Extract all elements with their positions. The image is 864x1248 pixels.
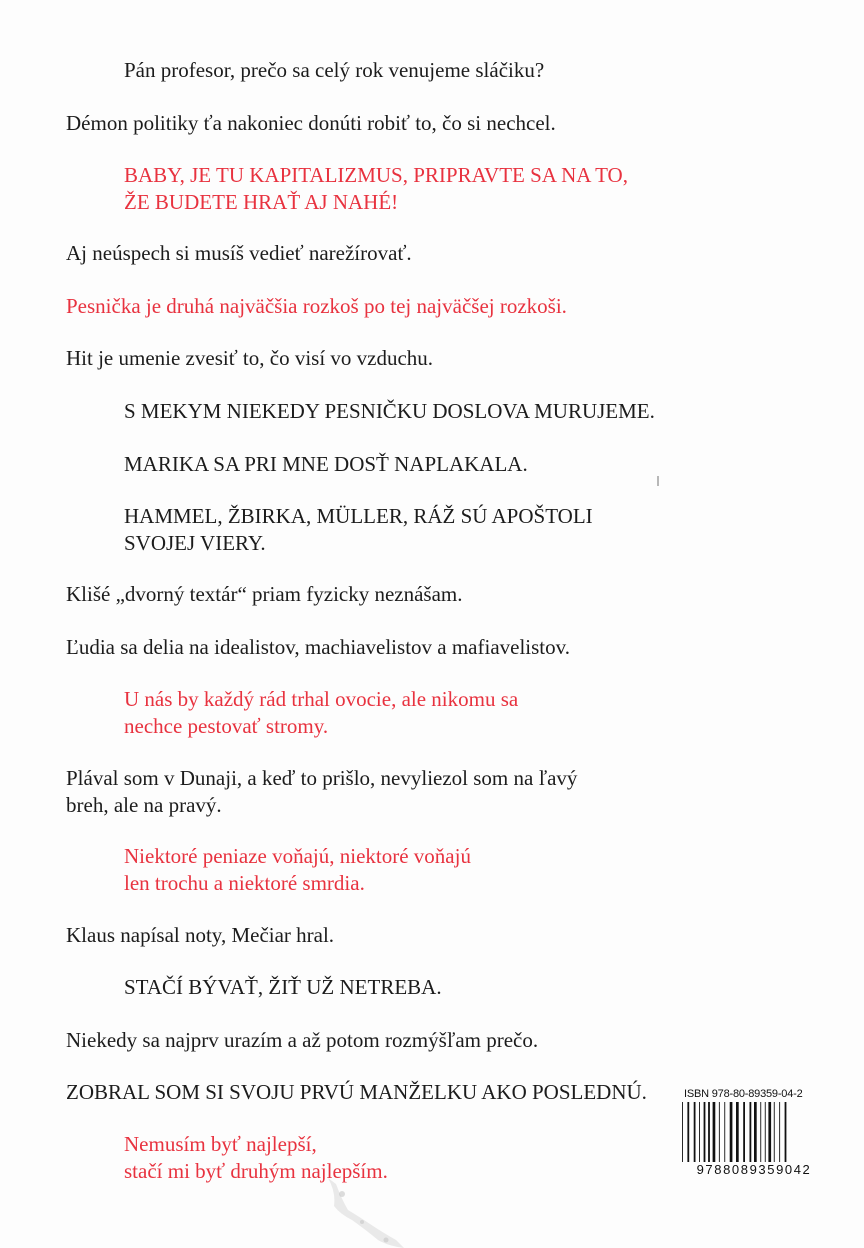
quote-4 — [66, 240, 412, 267]
quote-18 — [66, 1079, 647, 1106]
quote-line: Klaus napísal noty, Mečiar hral. — [66, 923, 335, 947]
quote-line: Niekedy sa najprv urazím a až potom rozmýšľam prečo. — [66, 1028, 539, 1052]
isbn-barcode-block — [680, 1088, 828, 1188]
quote-10 — [66, 581, 463, 608]
quote-line: Pesnička je druhá najväčšia rozkoš po tej najväčšej rozkoši. — [66, 294, 567, 318]
quote-line: len trochu a niektoré smrdia. — [124, 871, 365, 895]
quote-line: SVOJEJ VIERY. — [124, 531, 266, 555]
quote-8 — [124, 451, 528, 478]
quote-line: U nás by každý rád trhal ovocie, ale nikomu sa — [124, 687, 519, 711]
quote-11 — [66, 634, 570, 661]
quote-line: MARIKA SA PRI MNE DOSŤ NAPLAKALA. — [124, 452, 528, 476]
quote-6 — [66, 345, 433, 372]
quote-line: Klišé „dvorný textár“ priam fyzicky neznášam. — [66, 582, 463, 606]
quote-5 — [66, 293, 567, 320]
paper-speck — [657, 476, 659, 486]
isbn-label: ISBN 978-80-89359-04-2 — [684, 1088, 803, 1100]
quote-9 — [124, 503, 593, 557]
quote-line: Pán profesor, prečo sa celý rok venujeme sláčiku? — [124, 58, 545, 82]
quote-14 — [124, 843, 471, 897]
quote-line: HAMMEL, ŽBIRKA, MÜLLER, RÁŽ SÚ APOŠTOLI — [124, 504, 593, 528]
quote-line: nechce pestovať stromy. — [124, 714, 329, 738]
quote-line: Niektoré peniaze voňajú, niektoré voňajú — [124, 844, 471, 868]
quote-line: Nemusím byť najlepší, — [124, 1132, 317, 1156]
paper-smudge — [322, 1170, 412, 1248]
quote-3 — [124, 162, 628, 216]
quote-line: S MEKYM NIEKEDY PESNIČKU DOSLOVA MURUJEME. — [124, 399, 655, 423]
quote-line: Démon politiky ťa nakoniec donúti robiť to, čo si nechcel. — [66, 111, 556, 135]
quote-line: BABY, JE TU KAPITALIZMUS, PRIPRAVTE SA NA TO, — [124, 163, 628, 187]
quote-line: Ľudia sa delia na idealistov, machiavelistov a mafiavelistov. — [66, 635, 571, 659]
quote-line: Aj neúspech si musíš vedieť narežírovať. — [66, 241, 412, 265]
barcode-digits: 9788089359042 — [680, 1162, 828, 1177]
quote-line: stačí mi byť druhým najlepším. — [124, 1159, 388, 1183]
quote-2 — [66, 110, 556, 137]
quote-line: ZOBRAL SOM SI SVOJU PRVÚ MANŽELKU AKO POSLEDNÚ. — [66, 1080, 647, 1104]
quote-7 — [124, 398, 655, 425]
quote-15 — [66, 922, 334, 949]
quote-line: ŽE BUDETE HRAŤ AJ NAHÉ! — [124, 190, 399, 214]
quote-16 — [124, 974, 442, 1001]
quote-13 — [66, 765, 577, 819]
quote-line: Hit je umenie zvesiť to, čo visí vo vzduchu. — [66, 346, 434, 370]
quote-line: Plával som v Dunaji, a keď to prišlo, nevyliezol som na ľavý — [66, 766, 578, 790]
quote-1 — [124, 57, 544, 84]
quote-17 — [66, 1027, 538, 1054]
quote-12 — [124, 686, 518, 740]
quote-line: breh, ale na pravý. — [66, 793, 222, 817]
quote-line: STAČÍ BÝVAŤ, ŽIŤ UŽ NETREBA. — [124, 975, 442, 999]
